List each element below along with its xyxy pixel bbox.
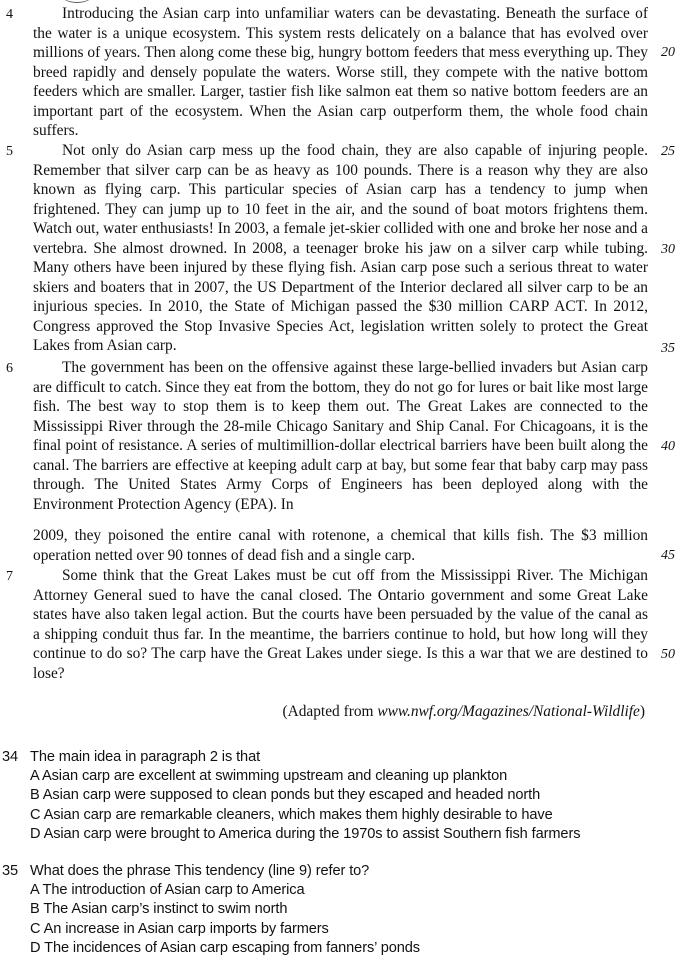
question-34 [0, 748, 683, 844]
answer-option-d[interactable]: D Asian carp were brought to America during the 1970s to assist Southern fish farmers [30, 825, 581, 842]
source-suffix: ) [639, 703, 645, 720]
paragraph-number: 4 [6, 7, 13, 22]
paragraph-6-continuation: 2009, they poisoned the entire canal with rotenone, a chemical that kills fish. The $3 million operation netted over 90 tonnes of dead fish and a single carp. [33, 527, 648, 564]
paragraph-4: Introducing the Asian carp into unfamiliar waters can be devastating. Beneath the surface of the water is a unique ecosystem. This system rests delicately on a balance that has evolved over millions of years. Then along come these big, hungry bottom feeders that mess everything up. They breed rapidly and densely populate the waters. Worse still, they compete with the native bottom feeders which are smaller. Larger, tastier fish like salmon eat them so native bottom feeders are an important part of the ecosystem. When the Asian carp outperform them, the whole food chain suffers. [33, 5, 648, 139]
paragraph-number: 6 [6, 361, 13, 376]
line-number: 20 [661, 45, 675, 60]
answer-option-d[interactable]: D The incidences of Asian carp escaping from fanners’ ponds [30, 939, 420, 956]
answer-option-a[interactable]: A Asian carp are excellent at swimming upstream and cleaning up plankton [30, 768, 508, 785]
paragraph-number: 7 [6, 569, 13, 584]
line-number: 45 [661, 548, 675, 563]
line-number: 50 [661, 647, 675, 662]
source-url: www.nwf.org/Magazines/National-Wildlife [377, 703, 640, 720]
answer-option-c[interactable]: C Asian carp are remarkable cleaners, which makes them highly desirable to have [30, 806, 553, 823]
question-number: 35 [2, 863, 19, 879]
question-stem: What does the phrase This tendency (line 9) refer to? [30, 863, 370, 879]
answer-option-b[interactable]: B The Asian carp’s instinct to swim north [30, 901, 288, 918]
answer-option-b[interactable]: B Asian carp were supposed to clean ponds but they escaped and headed north [30, 787, 541, 804]
line-number: 40 [661, 439, 675, 454]
source-prefix: (Adapted from [282, 703, 378, 720]
answer-option-c[interactable]: C An increase in Asian carp imports by farmers [30, 920, 329, 937]
paragraph-number: 5 [6, 144, 13, 159]
line-number: 30 [661, 242, 675, 257]
answer-option-a[interactable]: A The introduction of Asian carp to America [30, 882, 305, 899]
scan-artifact-mark [62, 0, 92, 3]
question-35 [0, 862, 683, 958]
paragraph-6: The government has been on the offensive against these large-bellied invaders but Asian carp are difficult to catch. Since they eat from the bottom, they do not go for lures or bait like most large fish. The best way to stop them is to keep them out. The Great Lakes are connected to the Mississippi River through the 28-mile Chicago Sanitary and Ship Canal. For Chicagoans, it is the final point of resistance. A series of multimillion-dollar electrical barriers have been built along the canal. The barriers are effective at keeping adult carp at bay, but some fear that baby carp may pass through. The United States Army Corps of Engineers has been deployed along with the Environment Protection Agency (EPA). In [33, 359, 648, 513]
paragraph-5: Not only do Asian carp mess up the food chain, they are also capable of injuring people. Remember that silver carp can be as heavy as 100 pounds. There is a reason why they are also known as flying carp. This particular species of Asian carp has a tendency to jump when frightened. They can jump up to 10 feet in the air, and the sound of boat motors frightens them. Watch out, water enthusiasts! In 2003, a female jet-skier collided with one and broke her nose and a vertebra. She almost drowned. In 2008, a teenager broke his jaw on a silver carp while tubing. Many others have been injured by these flying fish. Asian carp pose such a serious threat to water skiers and boaters that in 2007, the US Department of the Interior declared all silver carp to be an injurious species. In 2010, the State of Michigan passed the $30 million CARP ACT. In 2012, Congress approved the Stop Invasive Species Act, legislation written solely to protect the Great Lakes from Asian carp. [33, 142, 648, 354]
line-number: 35 [661, 341, 675, 356]
line-number: 25 [661, 144, 675, 159]
question-stem: The main idea in paragraph 2 is that [30, 749, 261, 765]
source-citation [0, 703, 645, 721]
question-number: 34 [2, 749, 19, 765]
paragraph-7: Some think that the Great Lakes must be cut off from the Mississippi River. The Michigan Attorney General sued to have the canal closed. The Ontario government and some Great Lake states have also taken legal action. But the courts have been persuaded by the value of the canal as a shipping conduit thus far. In the meantime, the barriers continue to hold, but how long will they continue to do so? The carp have the Great Lakes under siege. Is this a war that we are destined to lose? [33, 567, 648, 682]
